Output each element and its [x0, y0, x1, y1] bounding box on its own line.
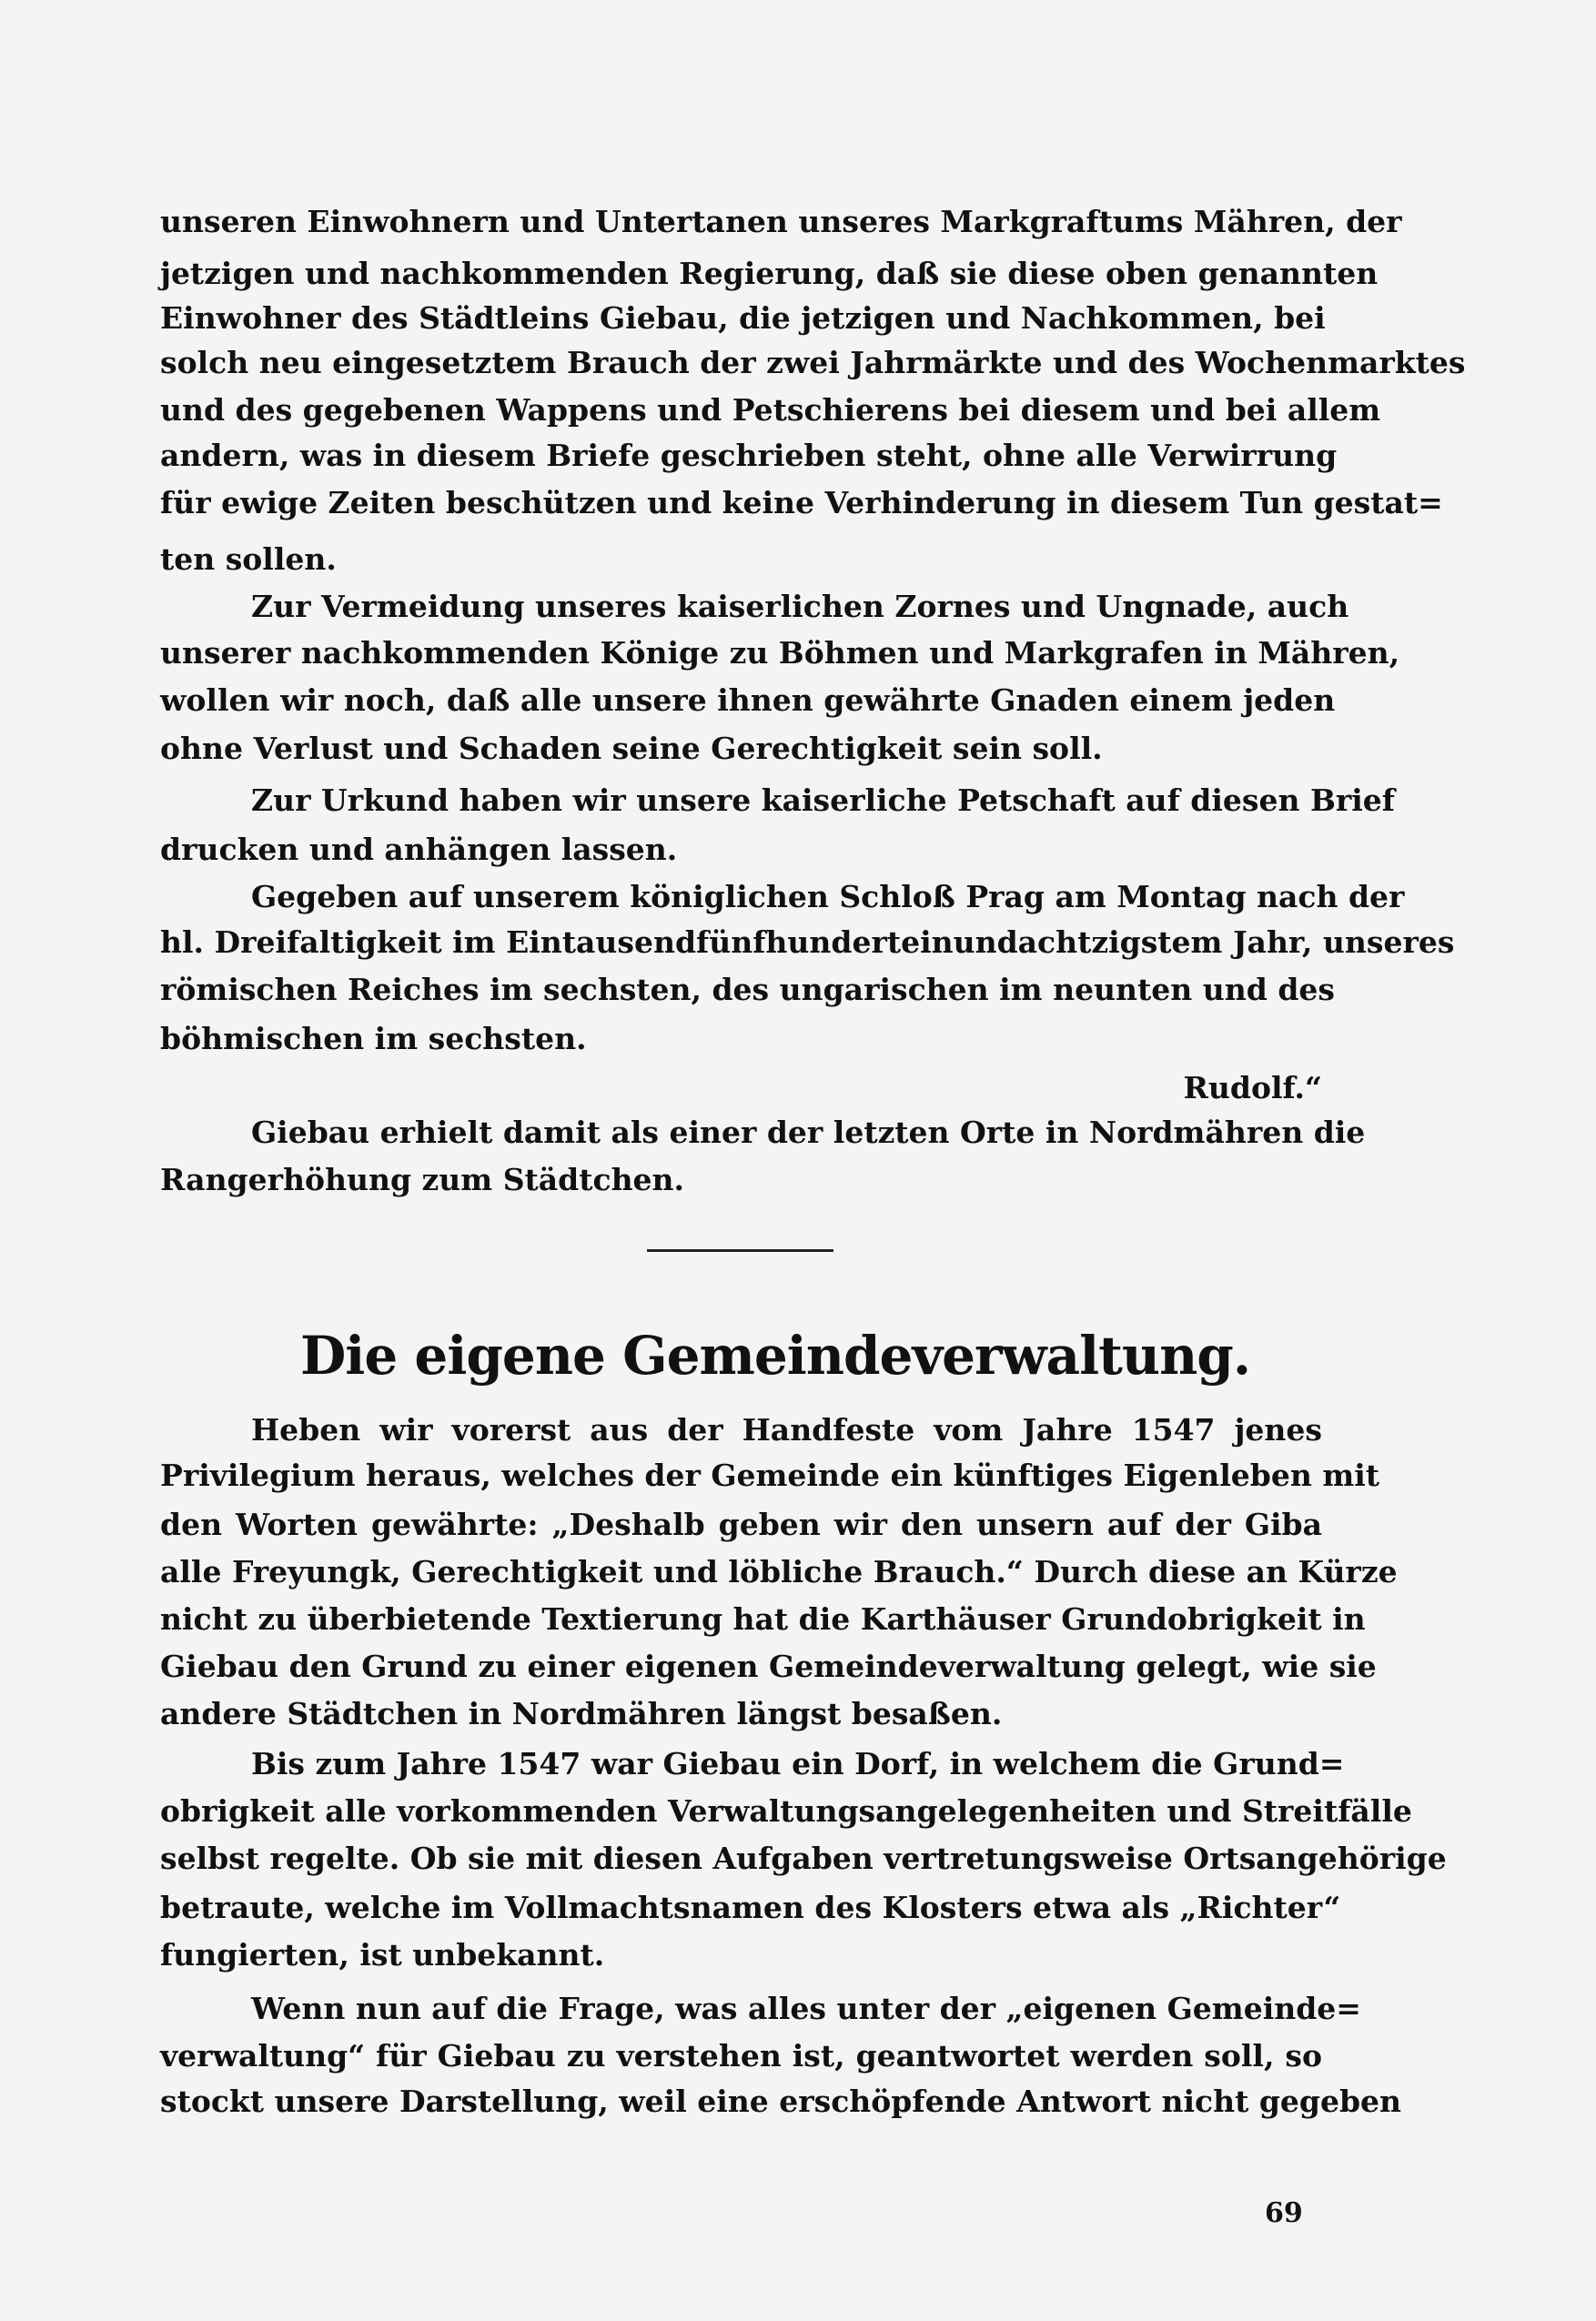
text-line: Privilegium heraus, welches der Gemeinde ein künftiges Eigenleben mit: [160, 1458, 1380, 1493]
text-line: Gegeben auf unserem königlichen Schloß Prag am Montag nach der: [251, 879, 1405, 914]
text-line: römischen Reiches im sechsten, des ungarischen im neunten und des: [160, 972, 1335, 1007]
text-line: hl. Dreifaltigkeit im Eintausendfünfhunderteinundachtzigstem Jahr, unseres: [160, 924, 1455, 960]
text-line: Heben wir vorerst aus der Handfeste vom Jahre 1547 jenes: [251, 1412, 1322, 1448]
text-line: nicht zu überbietende Textierung hat die Karthäuser Grundobrigkeit in: [160, 1601, 1366, 1637]
text-line: Rangerhöhung zum Städtchen.: [160, 1162, 685, 1197]
text-line: alle Freyungk, Gerechtigkeit und löbliche Brauch.“ Durch diese an Kürze: [160, 1554, 1398, 1589]
text-line: fungierten, ist unbekannt.: [160, 1937, 605, 1973]
page-number: 69: [1265, 2197, 1303, 2229]
text-line: für ewige Zeiten beschützen und keine Verhinderung in diesem Tun gestat=: [160, 485, 1443, 520]
text-line: den Worten gewährte: „Deshalb geben wir den unsern auf der Giba: [160, 1507, 1322, 1542]
text-line: ohne Verlust und Schaden seine Gerechtigkeit sein soll.: [160, 731, 1103, 766]
text-line: solch neu eingesetztem Brauch der zwei Jahrmärkte und des Wochenmarktes: [160, 345, 1466, 380]
text-line: Einwohner des Städtleins Giebau, die jetzigen und Nachkommen, bei: [160, 300, 1326, 336]
text-line: wollen wir noch, daß alle unsere ihnen gewährte Gnaden einem jeden: [160, 682, 1336, 718]
section-divider: [647, 1249, 833, 1252]
text-line: jetzigen und nachkommenden Regierung, daß sie diese oben genannten: [160, 256, 1379, 291]
text-line: unserer nachkommenden Könige zu Böhmen und Markgrafen in Mähren,: [160, 635, 1400, 671]
text-line: ten sollen.: [160, 541, 337, 577]
text-line: stockt unsere Darstellung, weil eine erschöpfende Antwort nicht gegeben: [160, 2084, 1402, 2119]
section-heading: Die eigene Gemeindeverwaltung.: [300, 1325, 1251, 1387]
text-line: unseren Einwohnern und Untertanen unseres Markgraftums Mähren, der: [160, 204, 1402, 239]
text-line: und des gegebenen Wappens und Petschierens bei diesem und bei allem: [160, 392, 1381, 428]
text-line: Zur Urkund haben wir unsere kaiserliche Petschaft auf diesen Brief: [251, 782, 1395, 818]
text-line: Bis zum Jahre 1547 war Giebau ein Dorf, in welchem die Grund=: [251, 1746, 1345, 1781]
text-line: andern, was in diesem Briefe geschrieben steht, ohne alle Verwirrung: [160, 438, 1338, 473]
text-line: drucken und anhängen lassen.: [160, 832, 678, 867]
text-line: verwaltung“ für Giebau zu verstehen ist, geantwortet werden soll, so: [160, 2038, 1322, 2074]
text-line: selbst regelte. Ob sie mit diesen Aufgaben vertretungsweise Ortsangehörige: [160, 1841, 1447, 1876]
text-line: Wenn nun auf die Frage, was alles unter der „eigenen Gemeinde=: [251, 1991, 1361, 2026]
text-line: Zur Vermeidung unseres kaiserlichen Zornes und Ungnade, auch: [251, 589, 1349, 624]
text-line: Giebau erhielt damit als einer der letzten Orte in Nordmähren die: [251, 1115, 1366, 1150]
text-line: böhmischen im sechsten.: [160, 1021, 587, 1056]
text-line: andere Städtchen in Nordmähren längst besaßen.: [160, 1696, 1003, 1731]
text-line: betraute, welche im Vollmachtsnamen des Klosters etwa als „Richter“: [160, 1890, 1341, 1925]
text-line: obrigkeit alle vorkommenden Verwaltungsangelegenheiten und Streitfälle: [160, 1793, 1412, 1829]
signature: Rudolf.“: [1183, 1070, 1322, 1105]
text-line: Giebau den Grund zu einer eigenen Gemeindeverwaltung gelegt, wie sie: [160, 1649, 1377, 1684]
